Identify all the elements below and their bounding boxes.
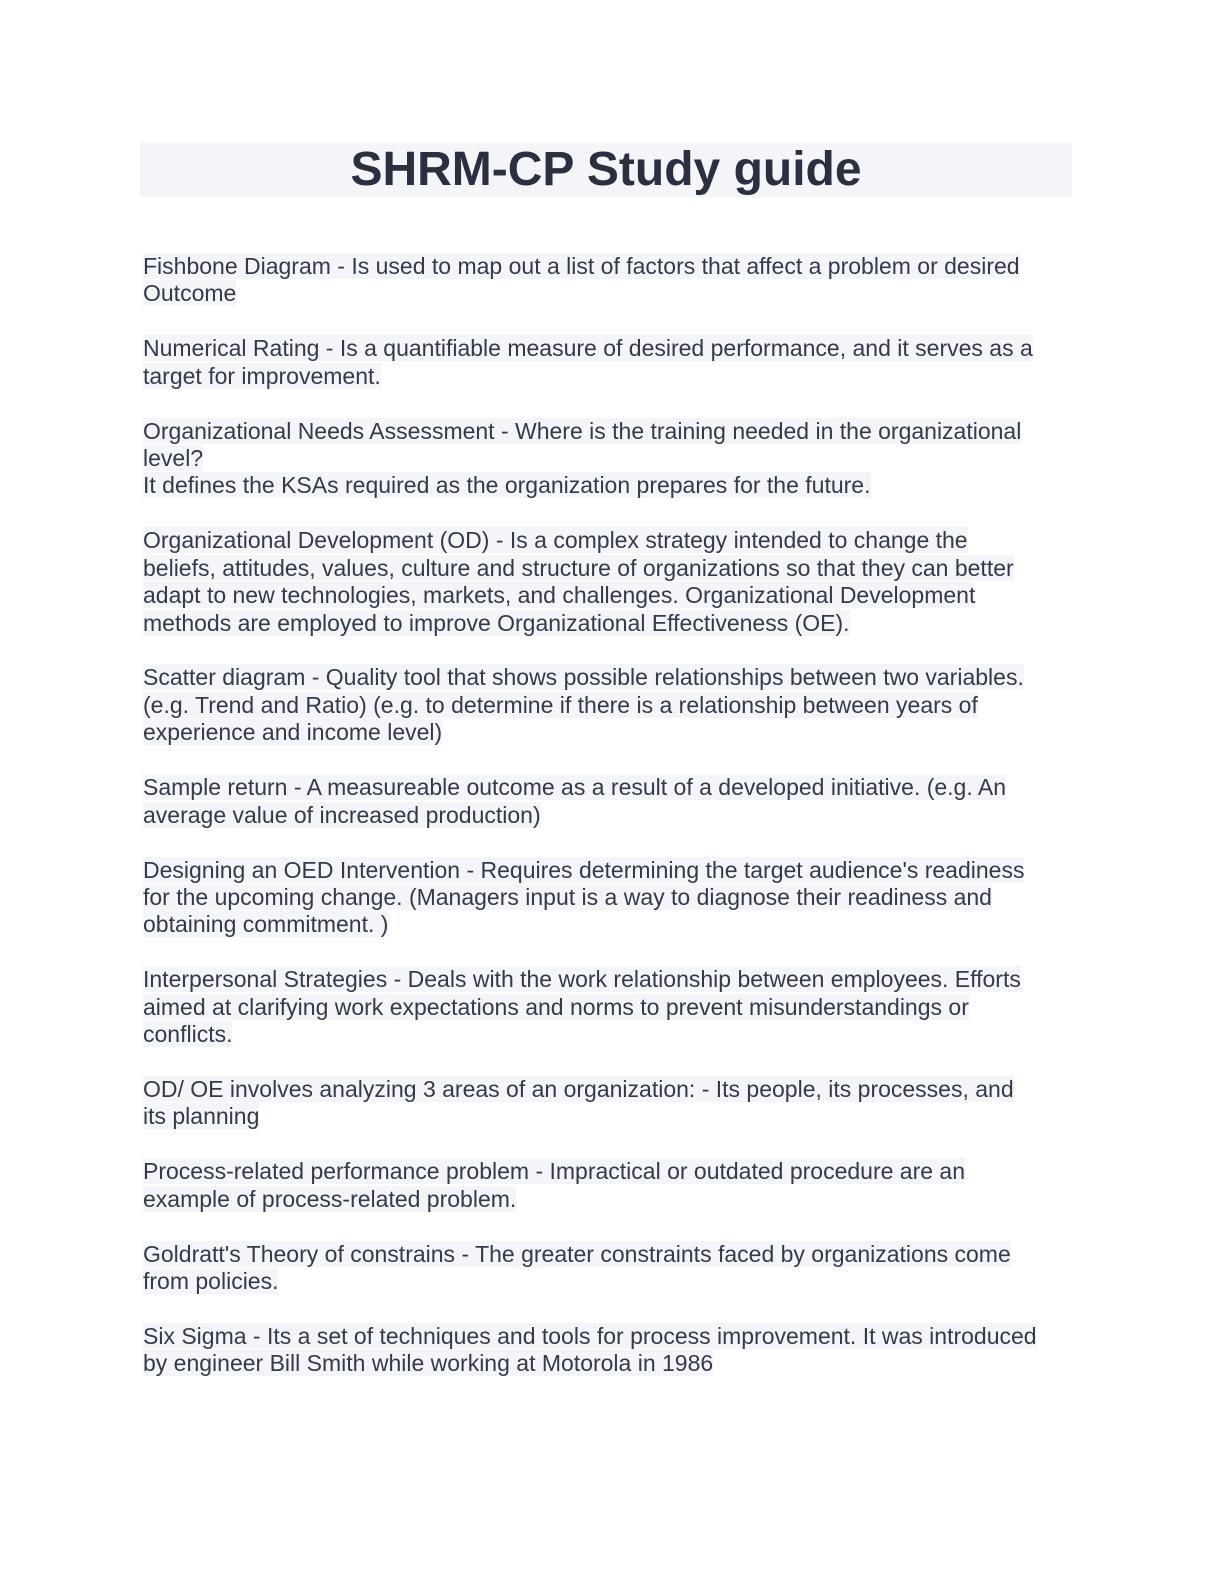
entry-line-text: target for improvement. (143, 362, 381, 389)
study-entry (143, 857, 1078, 939)
entry-line-text: Designing an OED Intervention - Requires determining the target audience's readiness (143, 856, 1025, 883)
entry-line (143, 472, 1078, 499)
study-entry (143, 418, 1078, 500)
entry-line (143, 418, 1078, 445)
entry-line (143, 1350, 1078, 1377)
study-entry (143, 335, 1078, 390)
entry-line (143, 335, 1078, 362)
entry-line-text: average value of increased production) (143, 801, 541, 828)
entry-line-text: conflicts. (143, 1021, 233, 1048)
title-banner (140, 142, 1072, 197)
entry-line (143, 1021, 1078, 1048)
entry-line-text: Six Sigma - Its a set of techniques and tools for process improvement. It was introduced (143, 1322, 1037, 1349)
entry-line (143, 527, 1078, 554)
entry-line (143, 1076, 1078, 1103)
entry-line-text: from policies. (143, 1267, 279, 1294)
entry-line (143, 1241, 1078, 1268)
study-entry (143, 774, 1078, 829)
study-entry (143, 664, 1078, 746)
entry-line (143, 555, 1078, 582)
entry-line (143, 253, 1078, 280)
entry-line-text: OD/ OE involves analyzing 3 areas of an organization: - Its people, its processes, and (143, 1075, 1014, 1102)
entry-line (143, 719, 1078, 746)
entry-line-text: Goldratt's Theory of constrains - The greater constraints faced by organizations come (143, 1240, 1011, 1267)
entry-line (143, 802, 1078, 829)
entry-line-text: beliefs, attitudes, values, culture and structure of organizations so that they can better (143, 554, 1014, 581)
entry-line (143, 966, 1078, 993)
entry-line-text: Organizational Needs Assessment - Where is the training needed in the organizational (143, 417, 1022, 444)
entry-line (143, 857, 1078, 884)
study-entry (143, 527, 1078, 637)
entry-line-text: Outcome (143, 280, 237, 307)
study-entry (143, 1076, 1078, 1131)
study-entry (143, 1323, 1078, 1378)
entry-line-text: example of process-related problem. (143, 1185, 517, 1212)
entry-line-text: for the upcoming change. (Managers input is a way to diagnose their readiness and (143, 883, 992, 910)
entry-line (143, 774, 1078, 801)
entry-line-text: experience and income level) (143, 719, 443, 746)
entry-line (143, 1323, 1078, 1350)
entry-line-text: adapt to new technologies, markets, and challenges. Organizational Development (143, 582, 976, 609)
page-title: SHRM-CP Study guide (350, 143, 862, 196)
entry-line (143, 363, 1078, 390)
entry-line (143, 1268, 1078, 1295)
entry-line-text: its planning (143, 1103, 260, 1130)
entry-line-text: Sample return - A measureable outcome as a result of a developed initiative. (e.g. An (143, 774, 1006, 801)
entry-line (143, 664, 1078, 691)
entry-line-text: by engineer Bill Smith while working at Motorola in 1986 (143, 1350, 714, 1377)
entry-line-text: Interpersonal Strategies - Deals with the work relationship between employees. Efforts (143, 966, 1021, 993)
study-entry (143, 1158, 1078, 1213)
entry-line-text: obtaining commitment. ) (143, 911, 389, 938)
study-entry (143, 966, 1078, 1048)
entry-line-text: Scatter diagram - Quality tool that shows possible relationships between two variables. (143, 664, 1024, 691)
study-guide-entries (143, 253, 1078, 1405)
entry-line (143, 610, 1078, 637)
entry-line (143, 582, 1078, 609)
entry-line-text: Process-related performance problem - Impractical or outdated procedure are an (143, 1158, 966, 1185)
entry-line-text: Numerical Rating - Is a quantifiable measure of desired performance, and it serves as a (143, 335, 1033, 362)
entry-line (143, 1103, 1078, 1130)
study-entry (143, 253, 1078, 308)
entry-line-text: aimed at clarifying work expectations and norms to prevent misunderstandings or (143, 993, 969, 1020)
entry-line (143, 445, 1078, 472)
entry-line (143, 1186, 1078, 1213)
entry-line-text: Organizational Development (OD) - Is a complex strategy intended to change the (143, 527, 968, 554)
entry-line-text: methods are employed to improve Organizational Effectiveness (OE). (143, 609, 850, 636)
entry-line (143, 911, 1078, 938)
entry-line-text: Fishbone Diagram - Is used to map out a list of factors that affect a problem or desired (143, 253, 1020, 279)
entry-line (143, 692, 1078, 719)
study-entry (143, 1241, 1078, 1296)
entry-line (143, 1158, 1078, 1185)
entry-line-text: It defines the KSAs required as the organization prepares for the future. (143, 472, 871, 499)
entry-line-text: (e.g. Trend and Ratio) (e.g. to determine if there is a relationship between years of (143, 691, 978, 718)
entry-line (143, 280, 1078, 307)
entry-line-text: level? (143, 445, 204, 472)
entry-line (143, 994, 1078, 1021)
entry-line (143, 884, 1078, 911)
